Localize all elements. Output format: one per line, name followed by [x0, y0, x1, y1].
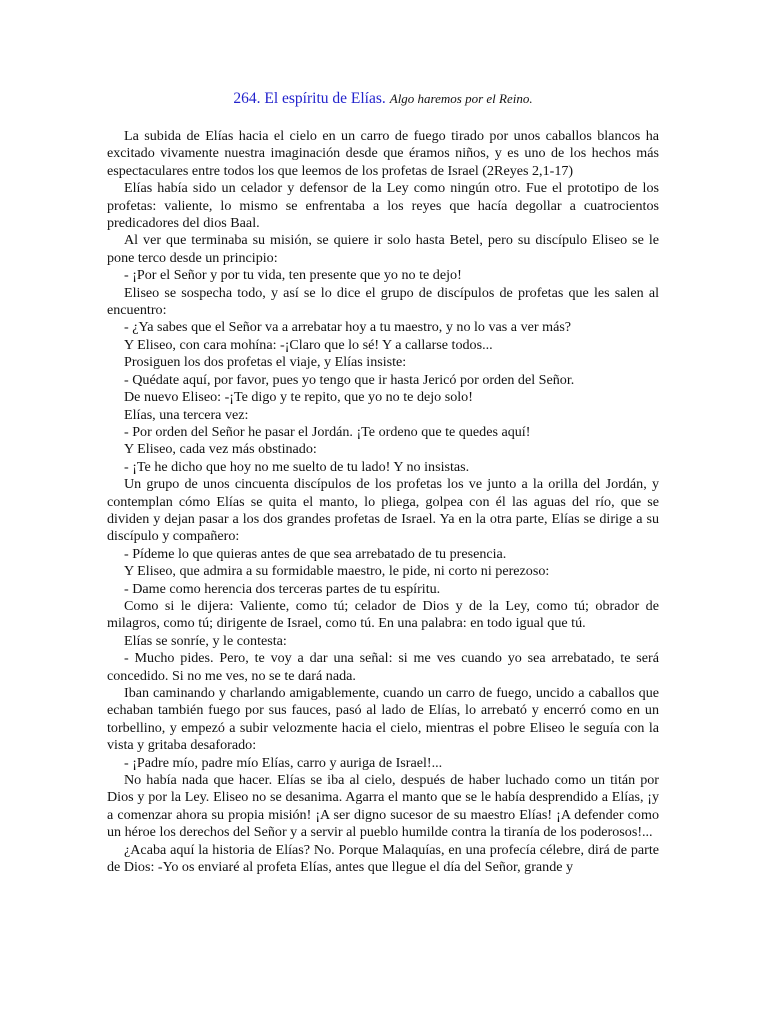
paragraph: Y Eliseo, cada vez más obstinado:	[124, 441, 317, 458]
paragraph: Y Eliseo, con cara mohína: -¡Claro que lo sé! Y a callarse todos...	[124, 336, 493, 353]
paragraph: Elías se sonríe, y le contesta:	[124, 632, 287, 649]
dialogue-line: - Dame como herencia dos terceras partes de tu espíritu.	[124, 580, 441, 597]
article-heading	[107, 90, 659, 108]
paragraph: Elías había sido un celador y defensor de la Ley como ningún otro. Fue el prototipo de los profetas: valiente, lo mismo se enfrentaba a los reyes que hacía degollar a cuatrocientos predicadores del dios Baal.	[107, 180, 659, 232]
dialogue-line: - Quédate aquí, por favor, pues yo tengo que ir hasta Jericó por orden del Señor.	[124, 371, 575, 388]
paragraph: No había nada que hacer. Elías se iba al cielo, después de haber luchado como un titán por Dios y por la Ley. Eliseo no se desanima. Agarra el manto que se le había desprendido a Elías, ¡y a comenzar ahora su propia misión! ¡A ser digno sucesor de su maestro Elías! ¡A defender como un héroe los derechos del Señor y a servir al pueblo humilde contra la tiranía de los poderosos!...	[107, 772, 659, 841]
dialogue-line: - ¡Padre mío, padre mío Elías, carro y auriga de Israel!...	[124, 754, 443, 771]
dialogue-line: - Por orden del Señor he pasar el Jordán. ¡Te ordeno que te quedes aquí!	[124, 423, 531, 440]
paragraph: Prosiguen los dos profetas el viaje, y Elías insiste:	[124, 354, 407, 371]
paragraph: Y Eliseo, que admira a su formidable maestro, le pide, ni corto ni perezoso:	[124, 563, 550, 580]
paragraph: Al ver que terminaba su misión, se quiere ir solo hasta Betel, pero su discípulo Eliseo se le pone terco desde un principio:	[107, 232, 659, 266]
document-page	[107, 90, 659, 876]
paragraph: Elías, una tercera vez:	[124, 406, 249, 423]
paragraph: Un grupo de unos cincuenta discípulos de los profetas los ve junto a la orilla del Jordán, y contemplan cómo Elías se quita el manto, lo pliega, golpea con él las aguas del río, que se dividen y dejan pasar a los dos grandes profetas de Israel. Ya en la otra parte, Elías se dirige a su discípulo y compañero:	[107, 476, 659, 545]
article-subtitle: Algo haremos por el Reino.	[389, 91, 533, 106]
dialogue-line: - ¿Ya sabes que el Señor va a arrebatar hoy a tu maestro, y no lo vas a ver más?	[124, 319, 572, 336]
paragraph: Iban caminando y charlando amigablemente, cuando un carro de fuego, uncido a caballos que echaban también fuego por sus fauces, pasó al lado de Elías, lo arrebató y encerró como en un torbellino, y empezó a subir velozmente hacia el cielo, mientras el pobre Eliseo le seguía con la vista y gritaba desaforado:	[107, 685, 659, 754]
paragraph: Como si le dijera: Valiente, como tú; celador de Dios y de la Ley, como tú; obrador de milagros, como tú; dirigente de Israel, como tú. En una palabra: en todo igual que tú.	[107, 597, 659, 632]
article-title: 264. El espíritu de Elías.	[233, 90, 386, 107]
dialogue-line: - ¡Por el Señor y por tu vida, ten presente que yo no te dejo!	[124, 267, 462, 284]
article-body	[107, 128, 659, 876]
dialogue-line: - Mucho pides. Pero, te voy a dar una señal: si me ves cuando yo sea arrebatado, te será concedido. Si no me ves, no se te dará nada.	[107, 650, 659, 684]
paragraph: Eliseo se sospecha todo, y así se lo dice el grupo de discípulos de profetas que les salen al encuentro:	[107, 284, 659, 319]
dialogue-line: - ¡Te he dicho que hoy no me suelto de tu lado! Y no insistas.	[124, 458, 470, 475]
paragraph: La subida de Elías hacia el cielo en un carro de fuego tirado por unos caballos blancos ha excitado vivamente nuestra imaginación desde que éramos niños, y es uno de los hechos más espectaculares entre todos los que leemos de los profetas de Israel (2Reyes 2,1-17)	[107, 128, 659, 179]
paragraph: ¿Acaba aquí la historia de Elías? No. Porque Malaquías, en una profecía célebre, dirá de parte de Dios: -Yo os enviaré al profeta Elías, antes que llegue el día del Señor, grande y	[107, 841, 659, 876]
paragraph: De nuevo Eliseo: -¡Te digo y te repito, que yo no te dejo solo!	[124, 389, 473, 406]
dialogue-line: - Pídeme lo que quieras antes de que sea arrebatado de tu presencia.	[124, 545, 507, 562]
